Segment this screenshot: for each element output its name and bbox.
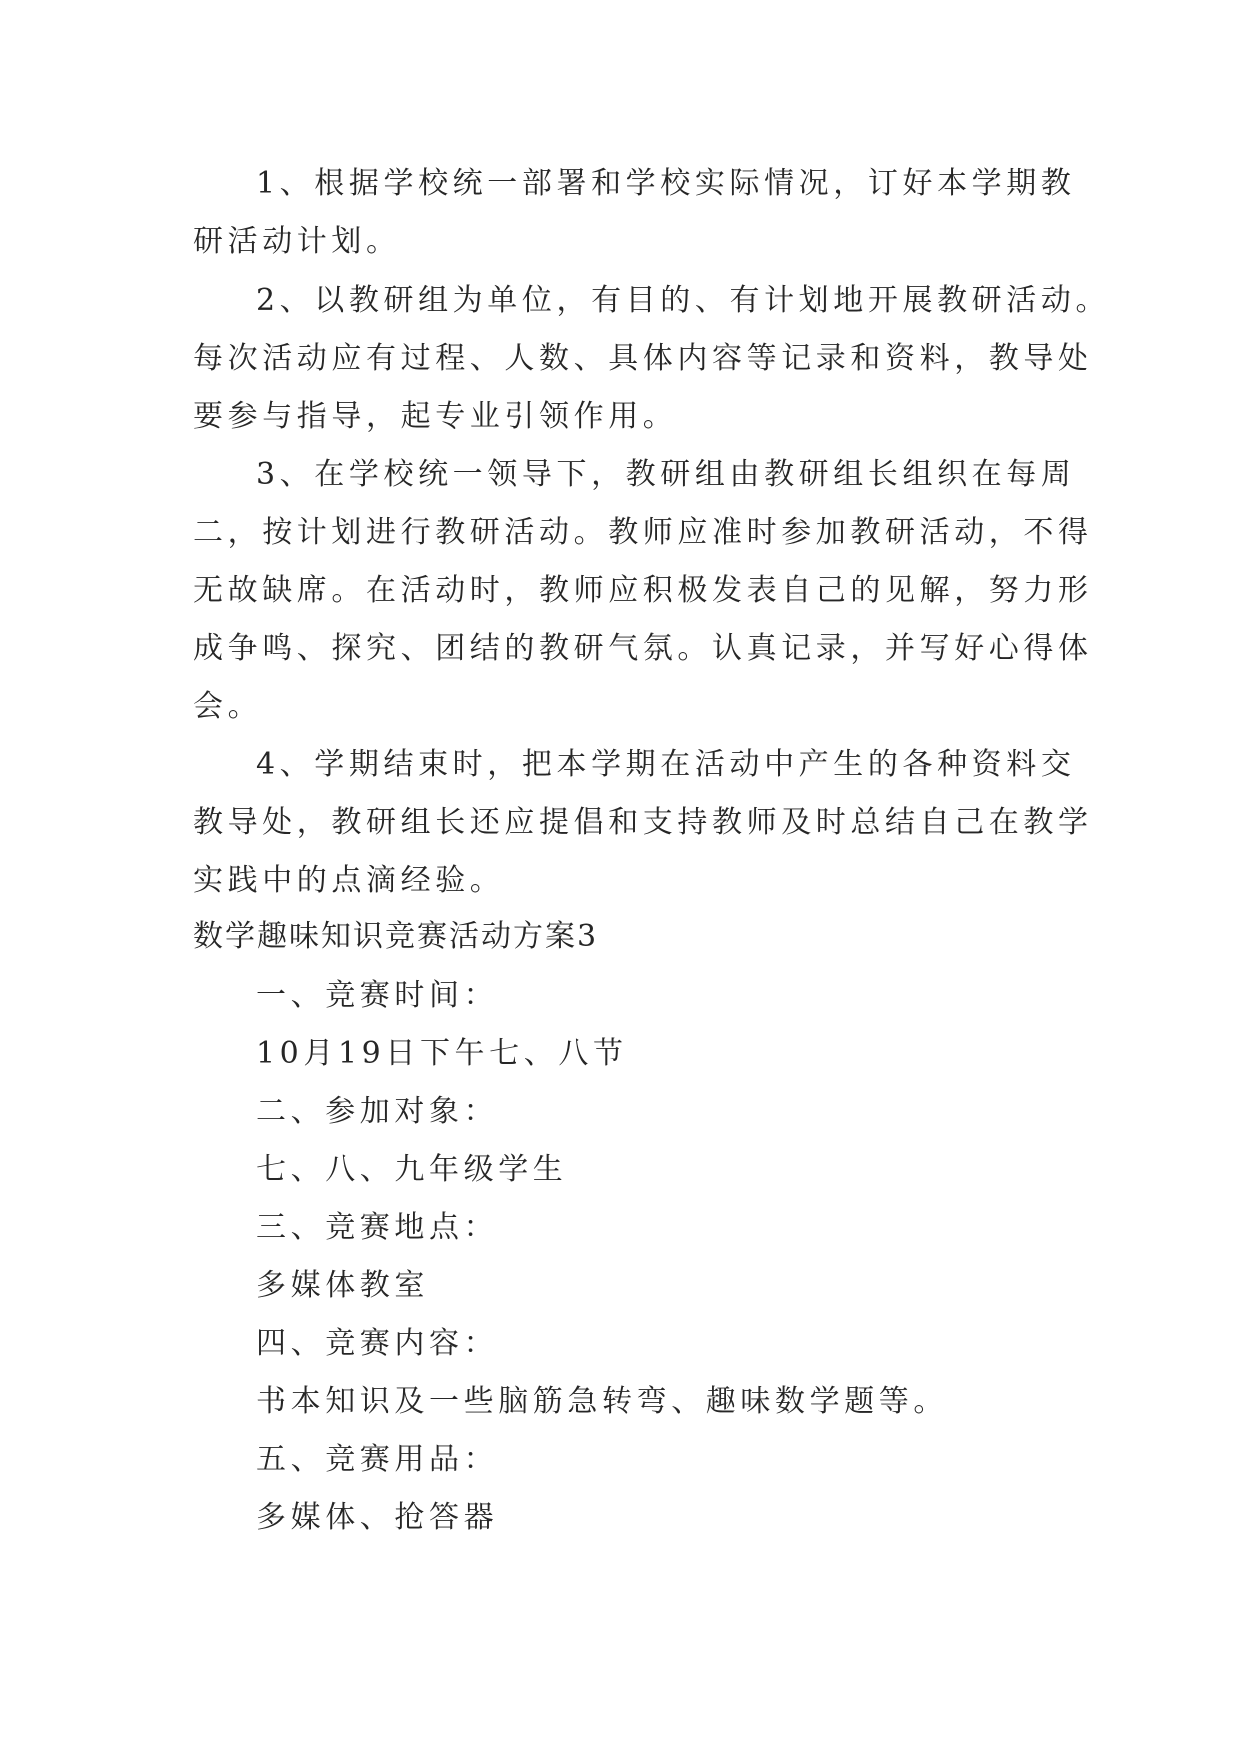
para2-line3: 要参与指导，起专业引领作用。 [193, 399, 678, 434]
supplies-label: 五、竞赛用品： [256, 1442, 499, 1477]
para4-line3: 实践中的点滴经验。 [193, 863, 505, 898]
para1-line2: 研活动计划。 [193, 224, 401, 259]
para4-line1: 4、学期结束时，把本学期在活动中产生的各种资料交 [256, 747, 1076, 782]
supplies-value: 多媒体、抢答器 [256, 1500, 499, 1535]
content-value: 书本知识及一些脑筋急转弯、趣味数学题等。 [256, 1384, 948, 1419]
time-value: 10月19日下午七、八节 [256, 1036, 628, 1071]
para1-line1: 1、根据学校统一部署和学校实际情况，订好本学期教 [256, 166, 1076, 201]
para3-line3: 无故缺席。在活动时，教师应积极发表自己的见解，努力形 [193, 573, 1093, 608]
location-value: 多媒体教室 [256, 1268, 429, 1303]
participants-label: 二、参加对象： [256, 1094, 499, 1129]
section-title: 数学趣味知识竞赛活动方案3 [193, 919, 599, 954]
content-label: 四、竞赛内容： [256, 1326, 499, 1361]
para3-line5: 会。 [193, 689, 263, 724]
para3-line2: 二，按计划进行教研活动。教师应准时参加教研活动，不得 [193, 515, 1093, 550]
para3-line1: 3、在学校统一领导下，教研组由教研组长组织在每周 [256, 457, 1076, 492]
participants-value: 七、八、九年级学生 [256, 1152, 568, 1187]
para4-line2: 教导处，教研组长还应提倡和支持教师及时总结自己在教学 [193, 805, 1093, 840]
para2-line2: 每次活动应有过程、人数、具体内容等记录和资料，教导处 [193, 341, 1093, 376]
para3-line4: 成争鸣、探究、团结的教研气氛。认真记录，并写好心得体 [193, 631, 1093, 666]
location-label: 三、竞赛地点： [256, 1210, 499, 1245]
para2-line1: 2、以教研组为单位，有目的、有计划地开展教研活动。 [256, 283, 1111, 318]
time-label: 一、竞赛时间： [256, 978, 499, 1013]
